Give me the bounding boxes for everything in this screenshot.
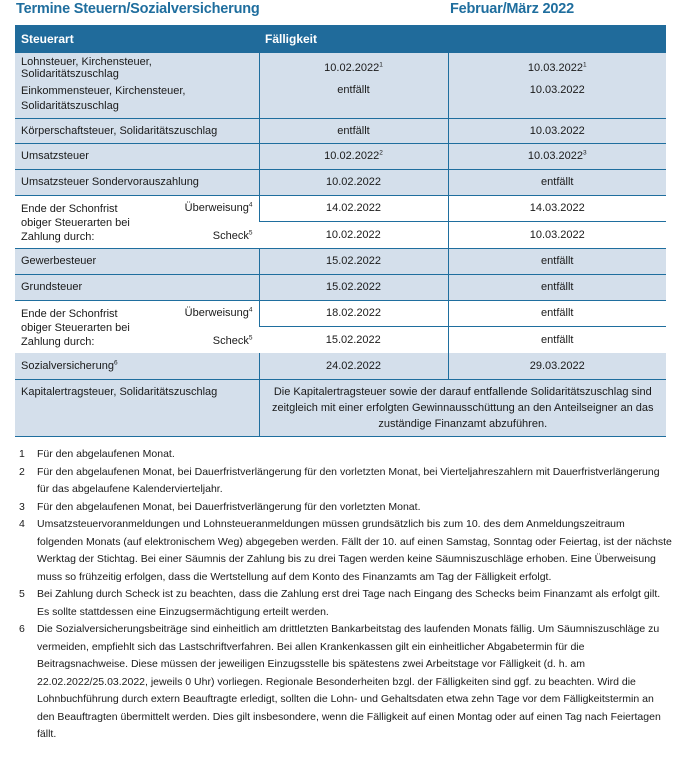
due-feb: 10.02.2022$^1$ <box>259 53 448 83</box>
method-transfer: Überweisung$^4$ <box>184 200 253 214</box>
footnote: 3 Für den abgelaufenen Monat, bei Dauerfristverlängerung für den vorletzten Monat. <box>19 500 421 513</box>
due-feb: 15.02.2022 <box>259 248 448 274</box>
method-transfer: Überweisung$^4$ <box>184 305 253 319</box>
row-label: Umsatzsteuer Sondervorauszahlung <box>15 169 259 195</box>
footnote: 6 Die Sozialversicherungsbeiträge sind einheitlich am drittletzten Bankarbeitstag des laufenden Monats fällig. Um Säumniszuschläge zu vermeiden, empfiehlt sich das Lastschriftverfahren. Bei allen Krankenkassen gilt ein einheitlicher Abgabetermin für die Beitragsnachweise. Diese müssen der jeweiligen Einzugsstelle bis spätestens zwei Arbeitstage vor Fälligkeit (d. h. am 22.02.2022/25.03.2022, jeweils 0 Uhr) vorliegen. Regionale Besonderheiten bzgl. der Fälligkeiten sind ggf. zu beachten. Wird die Lohnbuchführung durch extern Beauftragte erledigt, sollten die Lohn- und Gehaltsdaten etwa zehn Tage vor dem Fälligkeitstermin an den Beauftragten übermittelt werden. Dies gilt insbesondere, wenn die Fälligkeit auf einen Montag oder auf einen Tag nach Feiertagen fällt. <box>19 623 661 740</box>
table-row <box>15 118 666 143</box>
due-mar: 10.03.2022$^3$ <box>448 143 666 169</box>
row-label: Lohnsteuer, Kirchensteuer, Solidaritätszuschlag <box>15 53 259 83</box>
due-feb: 10.02.2022 <box>259 169 448 195</box>
row-label: Sozialversicherung$^6$ <box>15 353 259 380</box>
row-label: Kapitalertragsteuer, Solidaritätszuschlag <box>15 380 259 437</box>
capital-gains-note: Die Kapitalertragsteuer sowie der darauf entfallende Solidaritätszuschlag sind zeitgleich mit einer erfolgten Gewinnausschüttung an den Anteilseigner an das zuständige Finanzamt abzuführen. <box>259 380 666 437</box>
row-label: Ende der Schonfrist obiger Steuerarten bei Zahlung durch: <box>21 307 130 348</box>
table-row <box>15 380 666 437</box>
row-label: Umsatzsteuer <box>15 143 259 169</box>
due-feb: 18.02.2022 <box>259 300 448 326</box>
footnote: 1 Für den abgelaufenen Monat. <box>19 448 175 460</box>
row-label: Ende der Schonfrist obiger Steuerarten bei Zahlung durch: <box>21 202 130 243</box>
due-feb: 14.02.2022 <box>259 195 448 222</box>
due-mar: entfällt <box>448 274 666 300</box>
due-feb: entfällt <box>259 118 448 143</box>
row-label: Körperschaftsteuer, Solidaritätszuschlag <box>15 118 259 143</box>
table-row <box>15 274 666 300</box>
table-row <box>15 248 666 274</box>
table-row <box>15 83 666 118</box>
table-row <box>15 195 666 222</box>
due-mar: entfällt <box>448 300 666 326</box>
due-mar: entfällt <box>448 326 666 352</box>
method-cheque: Scheck$^5$ <box>212 333 253 347</box>
due-feb: 15.02.2022 <box>259 326 448 352</box>
column-header-steuerart: Steuerart <box>15 25 259 53</box>
due-feb: 15.02.2022 <box>259 274 448 300</box>
due-feb: 24.02.2022 <box>259 353 448 380</box>
column-header-faelligkeit: Fälligkeit <box>259 25 666 53</box>
table-row <box>15 143 666 169</box>
due-mar: 29.03.2022 <box>448 353 666 380</box>
period-label: Februar/März 2022 <box>450 1 574 17</box>
tax-deadline-table <box>15 25 666 437</box>
table-header-row <box>15 25 666 53</box>
due-mar: 10.03.2022$^1$ <box>448 53 666 83</box>
due-mar: entfällt <box>448 169 666 195</box>
page-title: Termine Steuern/Sozialversicherung <box>16 1 260 17</box>
footnote: 5 Bei Zahlung durch Scheck ist zu beachten, dass die Zahlung erst drei Tage nach Eingang des Schecks beim Finanzamt als erfolgt gilt. Es sollte stattdessen eine Einzugsermächtigung erteilt werden. <box>19 588 661 618</box>
due-feb: 10.02.2022 <box>259 222 448 249</box>
due-mar: 10.03.2022 <box>448 83 666 118</box>
row-label: Einkommensteuer, Kirchensteuer, Solidaritätszuschlag <box>15 83 259 118</box>
due-mar: 10.03.2022 <box>448 118 666 143</box>
due-feb: entfällt <box>259 83 448 118</box>
footnote: 2 Für den abgelaufenen Monat, bei Dauerfristverlängerung für den vorletzten Monat, bei Vierteljahreszahlern mit Dauerfristverlängerung für das abgelaufene Kalendervierteljahr. <box>19 465 660 495</box>
method-cheque: Scheck$^5$ <box>212 228 253 242</box>
due-mar: 10.03.2022 <box>448 222 666 249</box>
table-row <box>15 353 666 380</box>
row-label: Gewerbesteuer <box>15 248 259 274</box>
footnote: 4 Umsatzsteuervoranmeldungen und Lohnsteueranmeldungen müssen grundsätzlich bis zum 10. des dem Anmeldungszeitraum folgenden Monats (auf elektronischem Weg) abgegeben werden. Fällt der 10. auf einen Samstag, Sonntag oder Feiertag, ist der nächste Werktag der Stichtag. Bei einer Säumnis der Zahlung bis zu drei Tagen werden keine Säumniszuschläge erhoben. Eine Überweisung muss so frühzeitig erfolgen, dass die Wertstellung auf dem Konto des Finanzamts am Tag der Fälligkeit erfolgt. <box>19 518 672 583</box>
table-row <box>15 169 666 195</box>
due-mar: 14.03.2022 <box>448 195 666 222</box>
due-feb: 10.02.2022$^2$ <box>259 143 448 169</box>
grace-period-cell <box>15 195 259 248</box>
footnotes <box>19 446 673 744</box>
due-mar: entfällt <box>448 248 666 274</box>
grace-period-cell <box>15 300 259 353</box>
row-label: Grundsteuer <box>15 274 259 300</box>
table-row <box>15 300 666 326</box>
table-row <box>15 53 666 83</box>
